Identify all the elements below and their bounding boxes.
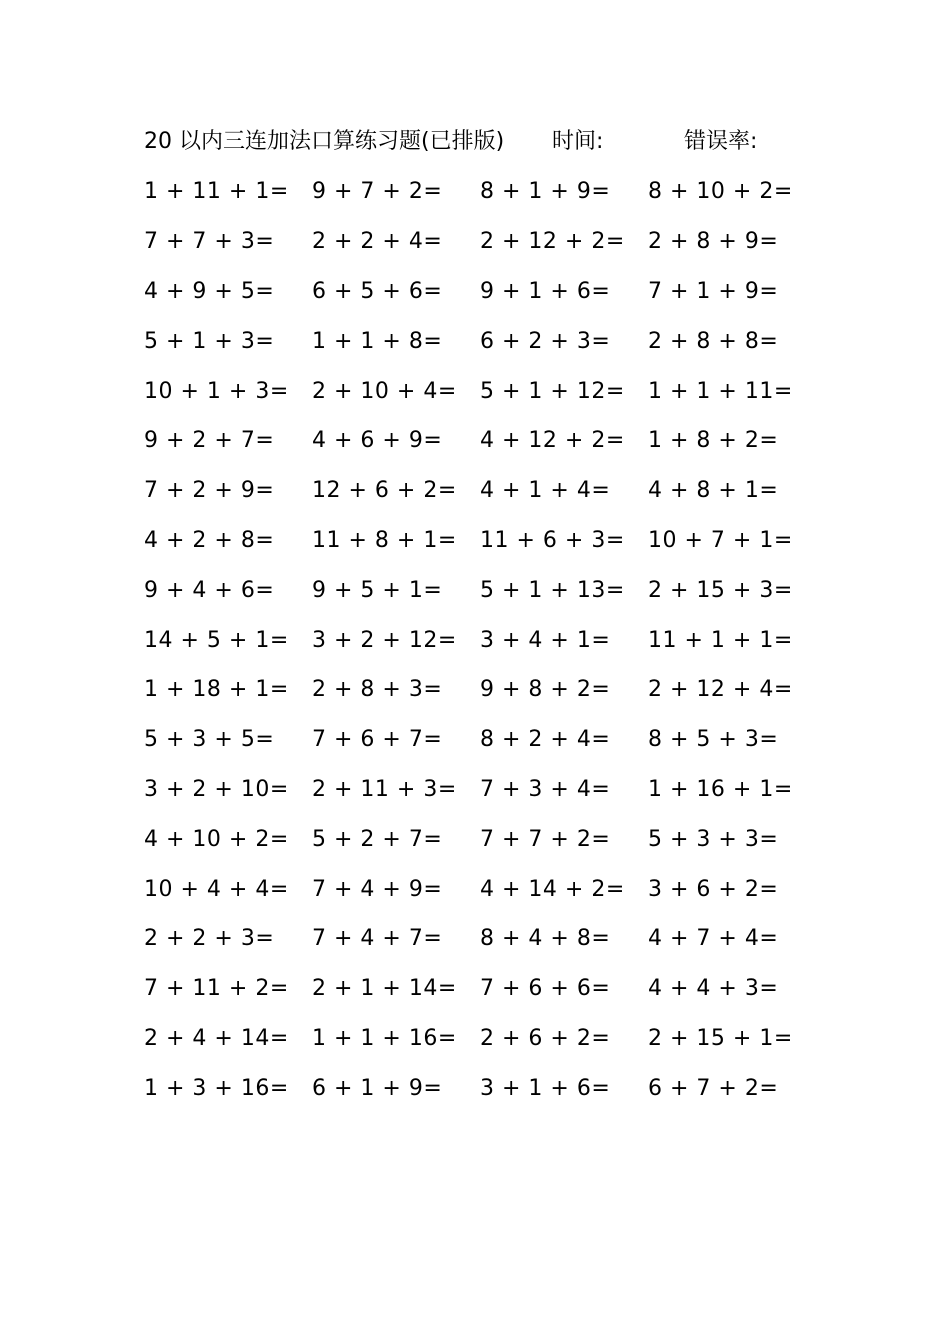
addition-problem: 4 + 1 + 4= (480, 478, 611, 504)
addition-problem: 2 + 2 + 3= (144, 926, 275, 952)
addition-problem: 2 + 12 + 4= (648, 677, 793, 703)
problem-row (144, 964, 784, 1014)
addition-problem: 9 + 7 + 2= (312, 179, 443, 205)
addition-problem: 2 + 4 + 14= (144, 1025, 289, 1051)
addition-problem: 1 + 18 + 1= (144, 677, 289, 703)
problem-row (144, 316, 784, 366)
addition-problem: 4 + 7 + 4= (648, 926, 779, 952)
addition-problem: 7 + 7 + 2= (480, 826, 611, 852)
problem-row (144, 814, 784, 864)
addition-problem: 10 + 7 + 1= (648, 527, 793, 553)
addition-problem: 6 + 1 + 9= (312, 1075, 443, 1101)
addition-problem: 9 + 1 + 6= (480, 278, 611, 304)
addition-problem: 9 + 2 + 7= (144, 428, 275, 454)
addition-problem: 2 + 1 + 14= (312, 976, 457, 1002)
addition-problem: 5 + 3 + 3= (648, 826, 779, 852)
addition-problem: 3 + 2 + 12= (312, 627, 457, 653)
addition-problem: 2 + 8 + 3= (312, 677, 443, 703)
addition-problem: 1 + 1 + 11= (648, 378, 793, 404)
problem-row (144, 217, 784, 267)
addition-problem: 8 + 1 + 9= (480, 179, 611, 205)
problem-row (144, 765, 793, 815)
addition-problem: 2 + 2 + 4= (312, 229, 443, 255)
addition-problem: 1 + 1 + 16= (312, 1025, 457, 1051)
addition-problem: 2 + 8 + 9= (648, 229, 779, 255)
addition-problem: 6 + 5 + 6= (312, 278, 443, 304)
problem-row (144, 516, 793, 566)
addition-problem: 5 + 1 + 13= (480, 577, 625, 603)
addition-problem: 7 + 2 + 9= (144, 478, 275, 504)
problem-row (144, 715, 784, 765)
addition-problem: 11 + 8 + 1= (312, 527, 457, 553)
addition-problem: 7 + 6 + 6= (480, 976, 611, 1002)
problem-row (144, 416, 784, 466)
addition-problem: 4 + 4 + 3= (648, 976, 779, 1002)
addition-problem: 8 + 4 + 8= (480, 926, 611, 952)
addition-problem: 4 + 8 + 1= (648, 478, 779, 504)
error-rate-label: 错误率: (684, 129, 758, 154)
addition-problem: 8 + 5 + 3= (648, 727, 779, 753)
addition-problem: 10 + 1 + 3= (144, 378, 289, 404)
addition-problem: 2 + 10 + 4= (312, 378, 457, 404)
problem-row (144, 1014, 793, 1064)
problem-grid (144, 167, 793, 1113)
addition-problem: 2 + 12 + 2= (480, 229, 625, 255)
addition-problem: 7 + 7 + 3= (144, 229, 275, 255)
addition-problem: 7 + 1 + 9= (648, 278, 779, 304)
addition-problem: 4 + 14 + 2= (480, 876, 625, 902)
addition-problem: 7 + 6 + 7= (312, 727, 443, 753)
problem-row (144, 914, 784, 964)
worksheet-header (144, 124, 784, 160)
addition-problem: 9 + 8 + 2= (480, 677, 611, 703)
time-label: 时间: (552, 129, 604, 154)
addition-problem: 5 + 1 + 12= (480, 378, 625, 404)
addition-problem: 7 + 4 + 9= (312, 876, 443, 902)
addition-problem: 6 + 7 + 2= (648, 1075, 779, 1101)
problem-row (144, 864, 784, 914)
addition-problem: 10 + 4 + 4= (144, 876, 289, 902)
addition-problem: 2 + 6 + 2= (480, 1025, 611, 1051)
addition-problem: 5 + 3 + 5= (144, 727, 275, 753)
addition-problem: 8 + 10 + 2= (648, 179, 793, 205)
addition-problem: 2 + 8 + 8= (648, 328, 779, 354)
addition-problem: 1 + 1 + 8= (312, 328, 443, 354)
addition-problem: 7 + 4 + 7= (312, 926, 443, 952)
addition-problem: 7 + 11 + 2= (144, 976, 289, 1002)
addition-problem: 12 + 6 + 2= (312, 478, 457, 504)
problem-row (144, 565, 793, 615)
addition-problem: 9 + 4 + 6= (144, 577, 275, 603)
problem-row (144, 466, 784, 516)
addition-problem: 4 + 9 + 5= (144, 278, 275, 304)
addition-problem: 2 + 11 + 3= (312, 776, 457, 802)
addition-problem: 11 + 6 + 3= (480, 527, 625, 553)
problem-row (144, 366, 793, 416)
addition-problem: 5 + 2 + 7= (312, 826, 443, 852)
addition-problem: 4 + 12 + 2= (480, 428, 625, 454)
addition-problem: 2 + 15 + 3= (648, 577, 793, 603)
problem-row (144, 665, 793, 715)
problem-row (144, 267, 784, 317)
addition-problem: 3 + 2 + 10= (144, 776, 289, 802)
addition-problem: 1 + 16 + 1= (648, 776, 793, 802)
addition-problem: 3 + 4 + 1= (480, 627, 611, 653)
addition-problem: 3 + 1 + 6= (480, 1075, 611, 1101)
addition-problem: 2 + 15 + 1= (648, 1025, 793, 1051)
worksheet-title: 20 以内三连加法口算练习题(已排版) (144, 129, 505, 154)
addition-problem: 9 + 5 + 1= (312, 577, 443, 603)
addition-problem: 1 + 11 + 1= (144, 179, 289, 205)
addition-problem: 4 + 6 + 9= (312, 428, 443, 454)
problem-row (144, 167, 793, 217)
problem-row (144, 615, 793, 665)
problem-row (144, 1063, 784, 1113)
addition-problem: 8 + 2 + 4= (480, 727, 611, 753)
addition-problem: 1 + 3 + 16= (144, 1075, 289, 1101)
addition-problem: 3 + 6 + 2= (648, 876, 779, 902)
addition-problem: 14 + 5 + 1= (144, 627, 289, 653)
addition-problem: 4 + 2 + 8= (144, 527, 275, 553)
addition-problem: 5 + 1 + 3= (144, 328, 275, 354)
addition-problem: 4 + 10 + 2= (144, 826, 289, 852)
addition-problem: 1 + 8 + 2= (648, 428, 779, 454)
addition-problem: 6 + 2 + 3= (480, 328, 611, 354)
addition-problem: 7 + 3 + 4= (480, 776, 611, 802)
addition-problem: 11 + 1 + 1= (648, 627, 793, 653)
